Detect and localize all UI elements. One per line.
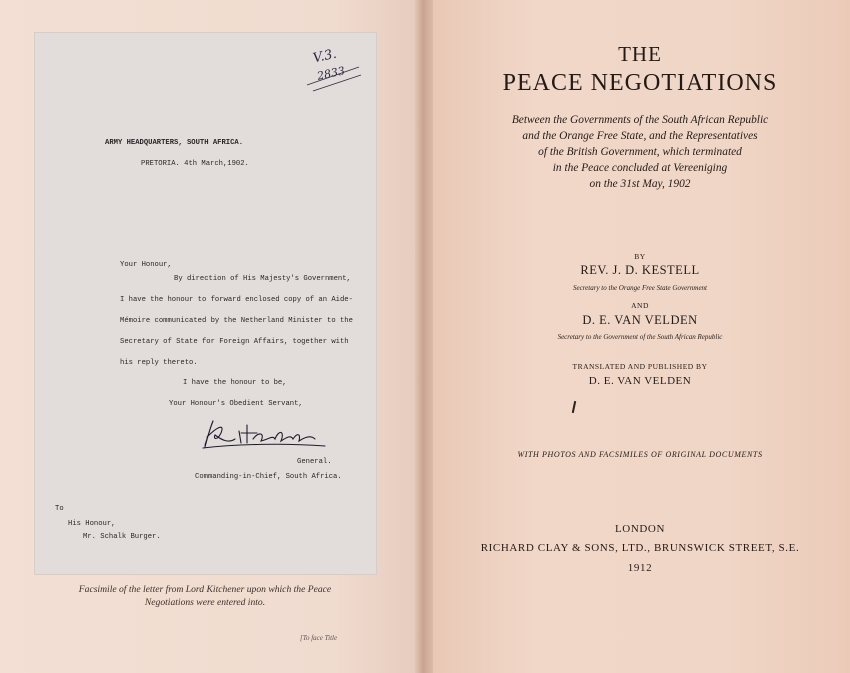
- title-main: PEACE NEGOTIATIONS: [502, 70, 778, 96]
- imprint-city: LONDON: [614, 523, 666, 535]
- letter-body-line: I have the honour to forward enclosed copy of an Aide-: [120, 296, 353, 304]
- letter-body-line: Mémoire communicated by the Netherland Minister to the: [120, 317, 353, 325]
- letter-rank: General.: [297, 458, 332, 466]
- face-title-note: [To face Title: [300, 634, 338, 642]
- by-label: BY: [634, 252, 646, 261]
- letter-salutation: Your Honour,: [120, 261, 172, 269]
- letter-heading: ARMY HEADQUARTERS, SOUTH AFRICA.: [105, 139, 244, 147]
- translator: D. E. VAN VELDEN: [588, 375, 692, 387]
- letter-body-line: his reply thereto.: [120, 359, 198, 367]
- letter-to: To: [55, 505, 64, 513]
- letter-closing: I have the honour to be,: [183, 379, 287, 387]
- letter-addressee: Mr. Schalk Burger.: [83, 533, 161, 541]
- svg-text:Kitchener: Kitchener: [195, 417, 201, 418]
- caption-line: Facsimile of the letter from Lord Kitchener upon which the Peace: [78, 584, 332, 595]
- letter-facsimile-plate: [34, 32, 377, 575]
- kitchener-signature: [195, 417, 335, 453]
- subtitle-line: Between the Governments of the South African Republic: [511, 114, 769, 126]
- imprint-year: 1912: [627, 562, 653, 574]
- letter-addressee: His Honour,: [68, 520, 116, 528]
- letter-place-date: PRETORIA. 4th March,1902.: [141, 160, 249, 168]
- photos-note: WITH PHOTOS AND FACSIMILES OF ORIGINAL DOCUMENTS: [517, 450, 763, 459]
- archive-mark-line2: 2833: [315, 64, 347, 83]
- subtitle-line: of the British Government, which terminated: [538, 146, 742, 158]
- letter-body-line: Secretary of State for Foreign Affairs, together with: [120, 338, 349, 346]
- and-label: AND: [631, 301, 649, 310]
- subtitle-line: on the 31st May, 1902: [589, 178, 691, 190]
- author-1: REV. J. D. KESTELL: [580, 263, 700, 277]
- subtitle-line: and the Orange Free State, and the Representatives: [522, 130, 758, 142]
- letter-command: Commanding-in-Chief, South Africa.: [195, 473, 342, 481]
- letter-body-line: By direction of His Majesty's Government,: [174, 275, 351, 283]
- imprint-publisher: RICHARD CLAY & SONS, LTD., BRUNSWICK STREET, S.E.: [480, 542, 800, 554]
- archive-mark-line1: V.3.: [311, 46, 338, 67]
- author-1-role: Secretary to the Orange Free State Government: [573, 284, 707, 292]
- archive-mark-underline: [303, 63, 363, 93]
- facsimile-caption: [40, 583, 370, 609]
- author-2-role: Secretary to the Government of the South African Republic: [557, 333, 723, 341]
- title-the: THE: [618, 42, 662, 66]
- subtitle-line: in the Peace concluded at Vereeniging: [552, 162, 728, 174]
- author-2: D. E. VAN VELDEN: [582, 313, 698, 327]
- caption-line: Negotiations were entered into.: [144, 597, 266, 608]
- translated-label: TRANSLATED AND PUBLISHED BY: [572, 362, 708, 371]
- letter-closing: Your Honour's Obedient Servant,: [169, 400, 303, 408]
